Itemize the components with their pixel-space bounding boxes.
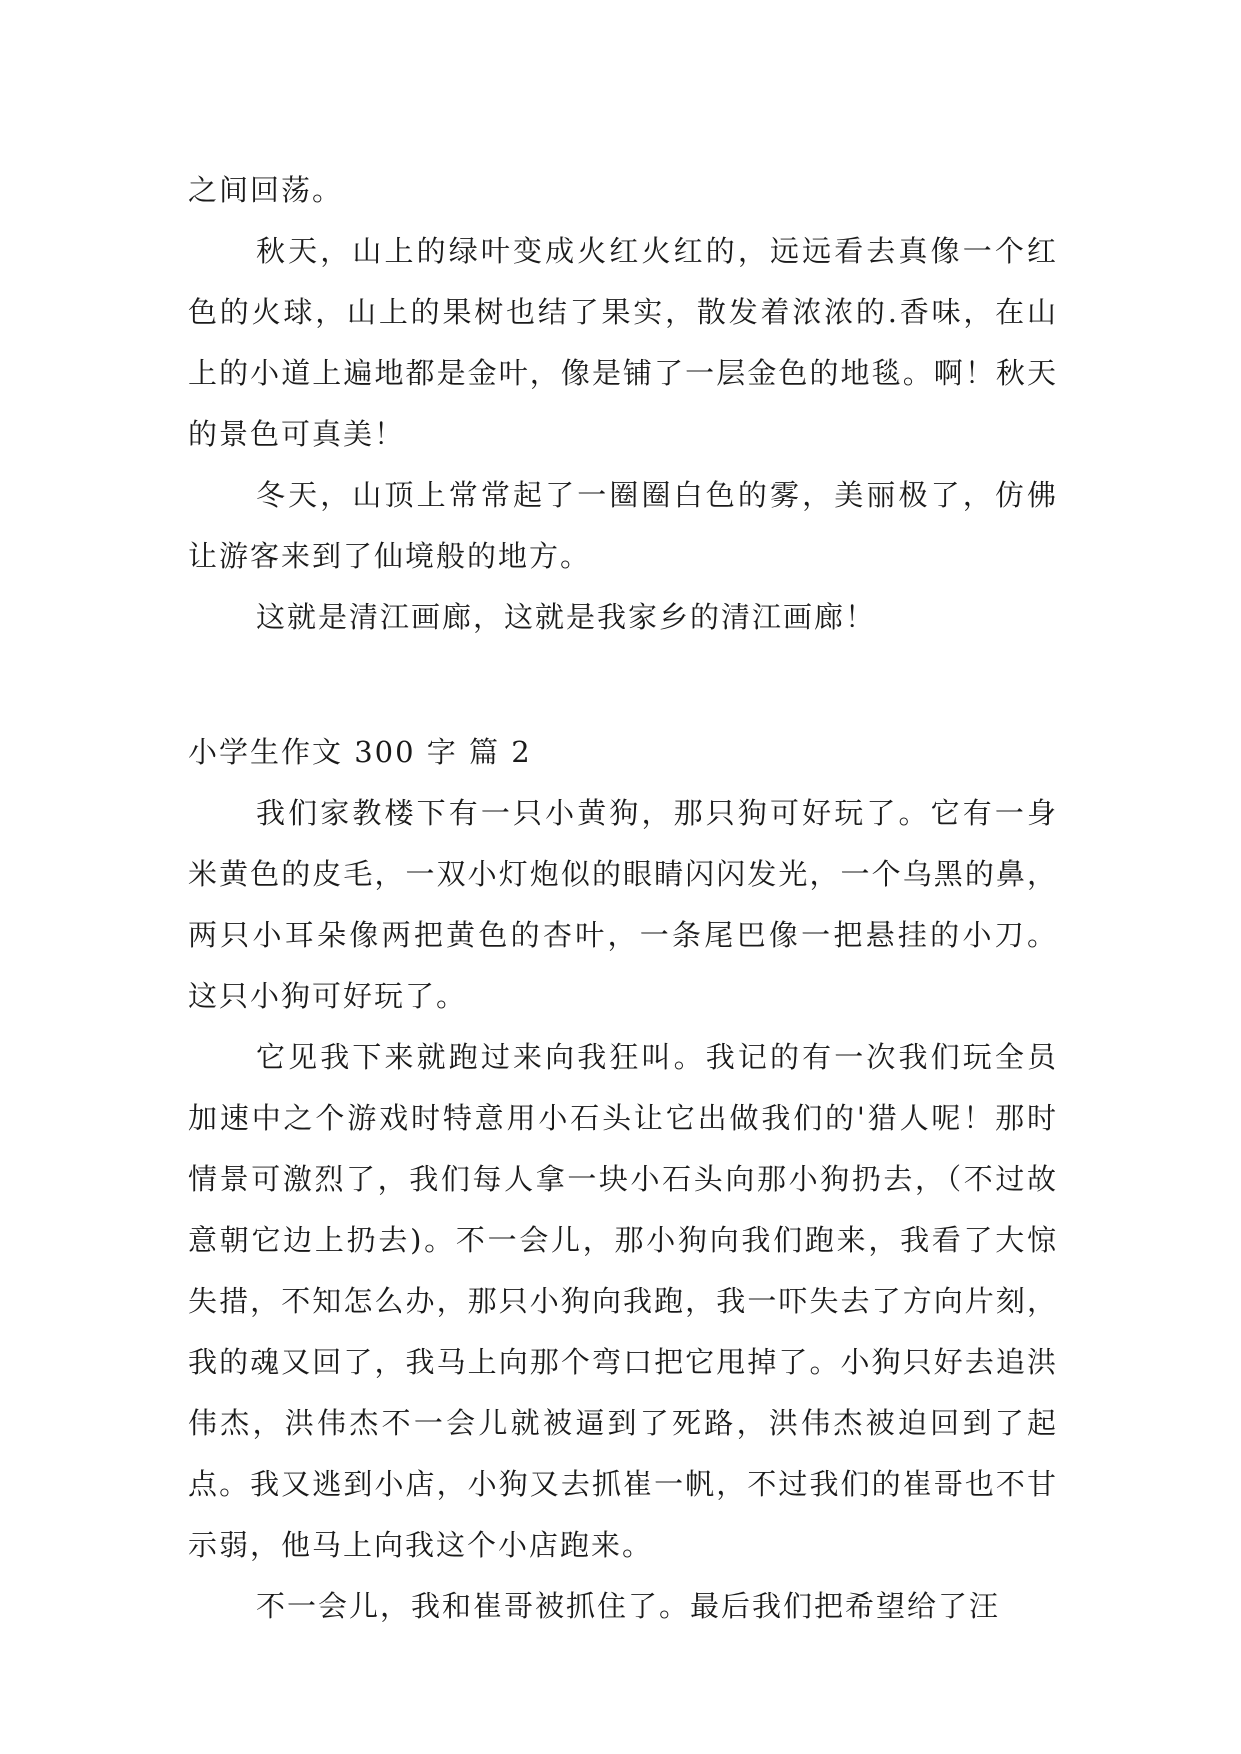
document-page — [188, 160, 1058, 1637]
paragraph-game: 它见我下来就跑过来向我狂叫。我记的有一次我们玩全员加速中之个游戏时特意用小石头让它出做我们的'猎人呢！那时情景可激烈了，我们每人拿一块小石头向那小狗扔去，（不过故意朝它边上扔去)。不一会儿，那小狗向我们跑来，我看了大惊失措，不知怎么办，那只小狗向我跑，我一吓失去了方向片刻，我的魂又回了，我马上向那个弯口把它甩掉了。小狗只好去追洪伟杰，洪伟杰不一会儿就被逼到了死路，洪伟杰被迫回到了起点。我又逃到小店，小狗又去抓崔一帆，不过我们的崔哥也不甘示弱，他马上向我这个小店跑来。 — [188, 1040, 1058, 1562]
paragraph-winter: 冬天，山顶上常常起了一圈圈白色的雾，美丽极了，仿佛让游客来到了仙境般的地方。 — [188, 478, 1058, 573]
paragraph-caught: 不一会儿，我和崔哥被抓住了。最后我们把希望给了汪 — [256, 1589, 1001, 1623]
paragraph-continuation: 之间回荡。 — [188, 173, 344, 207]
paragraph-yellow-dog: 我们家教楼下有一只小黄狗，那只狗可好玩了。它有一身米黄色的皮毛，一双小灯炮似的眼睛闪闪发光，一个乌黑的鼻，两只小耳朵像两把黄色的杏叶，一条尾巴像一把悬挂的小刀。 这只小狗可好玩了。 — [188, 796, 1058, 1013]
essay-heading: 小学生作文 300 字 篇 2 — [188, 735, 532, 769]
paragraph-conclusion: 这就是清江画廊，这就是我家乡的清江画廊！ — [256, 600, 877, 634]
paragraph-autumn: 秋天，山上的绿叶变成火红火红的，远远看去真像一个红色的火球，山上的果树也结了果实，散发着浓浓的.香味，在山上的小道上遍地都是金叶，像是铺了一层金色的地毯。啊！秋天的景色可真美！ — [188, 234, 1058, 451]
